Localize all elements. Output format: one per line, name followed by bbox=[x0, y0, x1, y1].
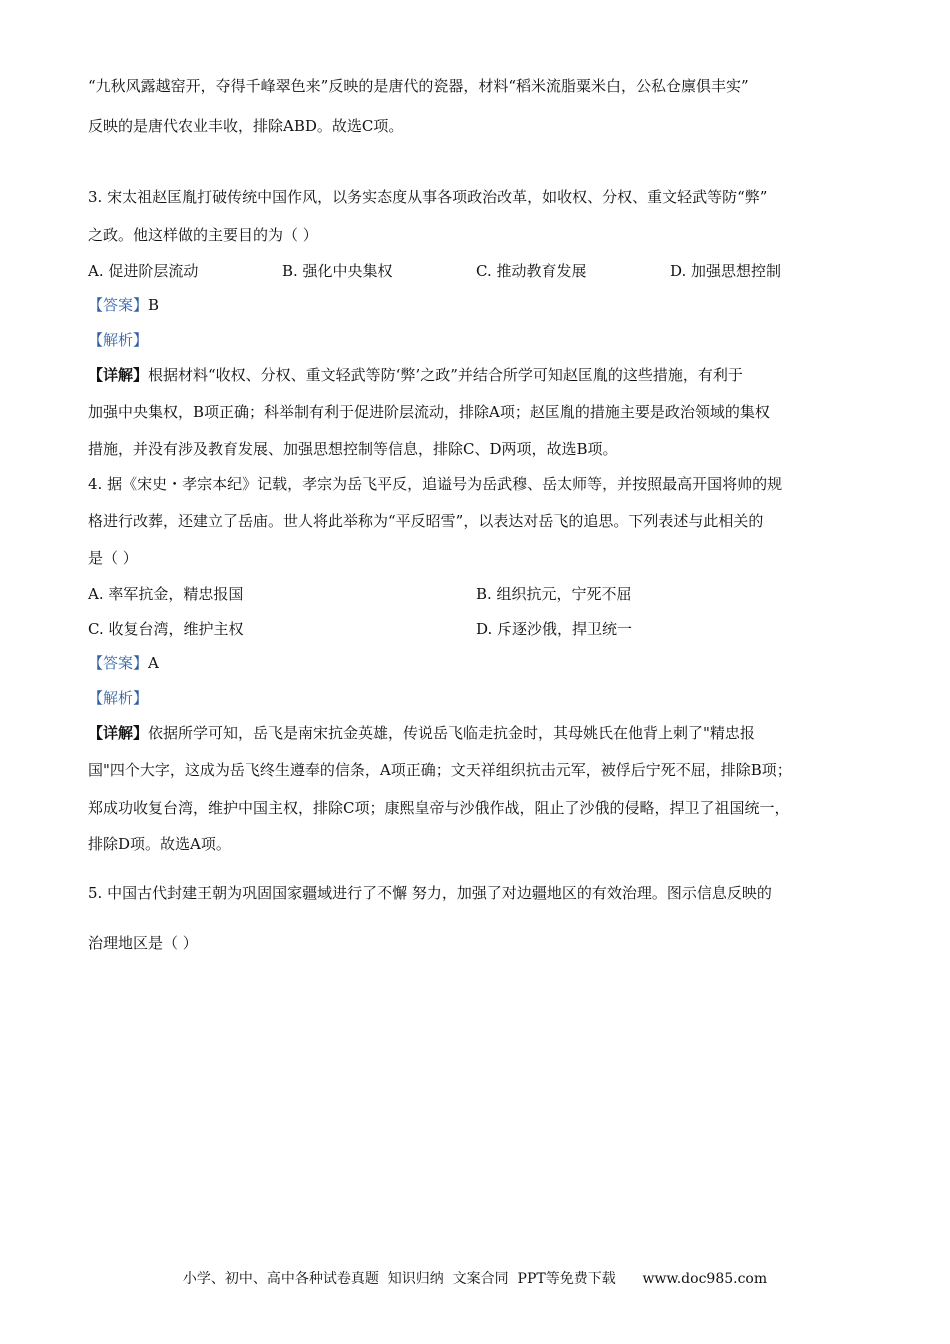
option-c: C. 推动教育发展 bbox=[476, 262, 587, 280]
detail-tag: 【详解】 bbox=[88, 366, 149, 384]
detail-line: 【详解】依据所学可知，岳飞是南宋抗金英雄，传说岳飞临走抗金时，其母姚氏在他背上刺了"精忠报 bbox=[88, 724, 755, 742]
answer-line bbox=[88, 295, 159, 315]
option-d: D. 加强思想控制 bbox=[670, 262, 782, 280]
option-b: B. 强化中央集权 bbox=[282, 262, 393, 280]
detail-line: 国"四个大字，这成为岳飞终生遵奉的信条，A项正确；文天祥组织抗击元军，被俘后宁死不屈，排除B项； bbox=[88, 761, 792, 779]
question-stem-line: 4. 据《宋史・孝宗本纪》记载，孝宗为岳飞平反，追谥号为岳武穆、岳太师等，并按照最高开国将帅的规 bbox=[88, 475, 783, 493]
detail-tag: 【详解】 bbox=[88, 724, 149, 742]
analysis-tag: 【解析】 bbox=[88, 689, 149, 707]
page-footer: 小学、初中、高中各种试卷真题 知识归纳 文案合同 PPT等免费下载 www.doc985.com bbox=[182, 1271, 768, 1287]
question-stem-line: 5. 中国古代封建王朝为巩固国家疆域进行了不懈 努力，加强了对边疆地区的有效治理。图示信息反映的 bbox=[88, 884, 772, 902]
answer-tag: 【答案】 bbox=[88, 296, 149, 314]
intro-line: 反映的是唐代农业丰收，排除ABD。故选C项。 bbox=[88, 117, 404, 135]
option-a: A. 率军抗金，精忠报国 bbox=[88, 585, 244, 603]
question-stem-line: 3. 宋太祖赵匡胤打破传统中国作风，以务实态度从事各项政治改革，如收权、分权、重文轻武等防“弊” bbox=[88, 188, 768, 206]
question-stem-line: 是（ ） bbox=[88, 549, 138, 567]
answer-tag: 【答案】 bbox=[88, 654, 149, 672]
answer-value: A bbox=[148, 654, 159, 672]
intro-line: “九秋风露越窑开，夺得千峰翠色来”反映的是唐代的瓷器，材料“稻米流脂粟米白，公私仓廪俱丰实” bbox=[88, 77, 749, 95]
option-d: D. 斥逐沙俄，捍卫统一 bbox=[476, 620, 633, 638]
question-stem-line: 格进行改葬，还建立了岳庙。世人将此举称为“平反昭雪”，以表达对岳飞的追思。下列表述与此相关的 bbox=[88, 512, 764, 530]
answer-line bbox=[88, 653, 159, 673]
detail-line: 措施，并没有涉及教育发展、加强思想控制等信息，排除C、D两项，故选B项。 bbox=[88, 440, 618, 458]
option-a: A. 促进阶层流动 bbox=[88, 262, 199, 280]
detail-line: 加强中央集权，B项正确；科举制有利于促进阶层流动，排除A项；赵匡胤的措施主要是政治领域的集权 bbox=[88, 403, 770, 421]
detail-line: 排除D项。故选A项。 bbox=[88, 835, 231, 853]
option-b: B. 组织抗元，宁死不屈 bbox=[476, 585, 632, 603]
detail-line: 【详解】根据材料“收权、分权、重文轻武等防‘弊’之政”并结合所学可知赵匡胤的这些措施，有利于 bbox=[88, 366, 743, 384]
analysis-tag: 【解析】 bbox=[88, 331, 149, 349]
detail-line: 郑成功收复台湾，维护中国主权，排除C项；康熙皇帝与沙俄作战，阻止了沙俄的侵略，捍卫了祖国统一， bbox=[88, 799, 790, 817]
answer-value: B bbox=[148, 296, 160, 314]
question-stem-line: 之政。他这样做的主要目的为（ ） bbox=[88, 226, 318, 244]
option-c: C. 收复台湾，维护主权 bbox=[88, 620, 244, 638]
question-stem-line: 治理地区是（ ） bbox=[88, 934, 198, 952]
